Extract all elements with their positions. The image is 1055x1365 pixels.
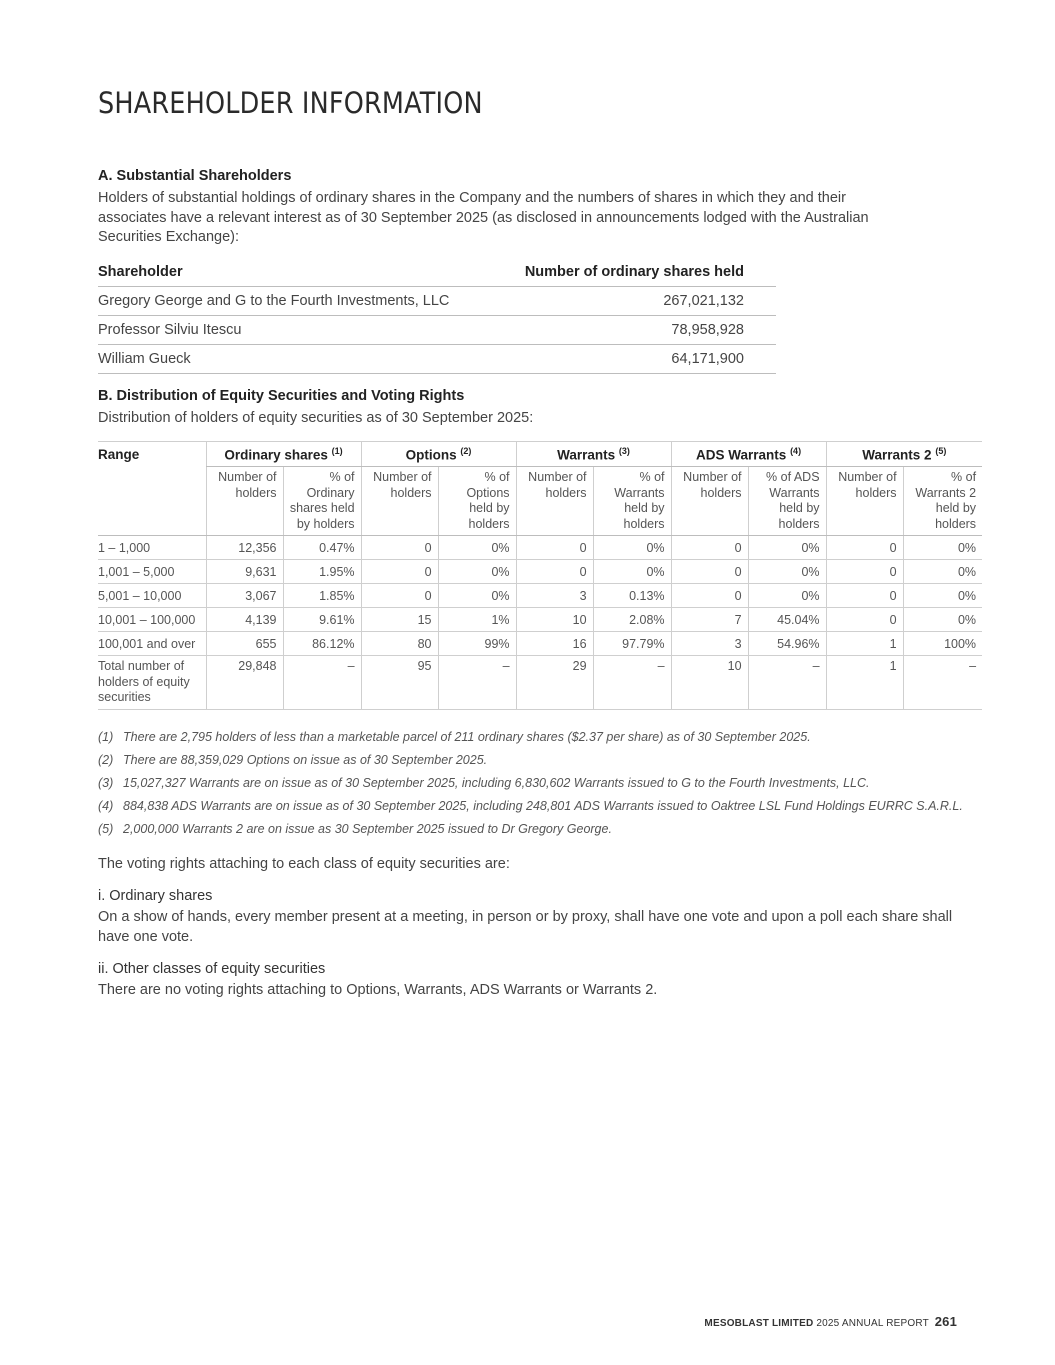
holders-percent-cell: 9.61% [283, 608, 361, 632]
holders-count-cell: 0 [826, 560, 903, 584]
holders-percent-cell: 45.04% [748, 608, 826, 632]
section-a-heading: A. Substantial Shareholders [98, 168, 292, 184]
holders-count-cell: 0 [671, 560, 748, 584]
col-shareholder-header: Shareholder [98, 258, 493, 287]
holders-percent-cell: 86.12% [283, 632, 361, 656]
footnote: (4) 884,838 ADS Warrants are on issue as of 30 September 2025, including 248,801 ADS Warrants issued to Oaktree LSL Fund Holdings EURRC S.A.R.L. [98, 798, 963, 813]
holders-percent-cell: 0% [903, 560, 982, 584]
holders-count-cell: 0 [671, 536, 748, 560]
shareholder-name: William Gueck [98, 344, 493, 373]
holders-percent-cell: – [283, 656, 361, 710]
group-warrants: Warrants $^{(3)}$ [516, 441, 671, 467]
shareholder-name: Gregory George and G to the Fourth Investments, LLC [98, 286, 493, 315]
holders-percent-cell: 0.47% [283, 536, 361, 560]
footer-company: MESOBLAST LIMITED [704, 1318, 814, 1329]
voting-rights [98, 855, 982, 1001]
footnotes [98, 728, 982, 839]
range-label: 10,001 – 100,000 [98, 608, 206, 632]
holders-percent-cell: 1% [438, 608, 516, 632]
holders-count-cell: 29,848 [206, 656, 283, 710]
holders-count-cell: 16 [516, 632, 593, 656]
holders-count-cell: 1 [826, 632, 903, 656]
holders-percent-cell: 0% [593, 536, 671, 560]
table-row [98, 536, 982, 560]
footnote: (2) There are 88,359,029 Options on issue as of 30 September 2025. [98, 752, 488, 767]
footer-report: 2025 ANNUAL REPORT [816, 1318, 929, 1329]
holders-count-cell: 1 [826, 656, 903, 710]
footnote: (5) 2,000,000 Warrants 2 are on issue as 30 September 2025 issued to Dr Gregory George. [98, 821, 612, 836]
holders-percent-cell: 2.08% [593, 608, 671, 632]
holders-count-cell: 95 [361, 656, 438, 710]
table-row [98, 344, 776, 373]
holders-percent-cell: 0.13% [593, 584, 671, 608]
group-ordinary-shares: Ordinary shares $^{(1)}$ [206, 441, 361, 467]
range-label: 5,001 – 10,000 [98, 584, 206, 608]
holders-percent-cell: 0% [903, 536, 982, 560]
section-distribution [98, 388, 982, 1001]
table-row [98, 608, 982, 632]
holders-percent-cell: – [903, 656, 982, 710]
holders-percent-cell: 0% [903, 608, 982, 632]
holders-percent-cell: 1.85% [283, 584, 361, 608]
holders-count-cell: 0 [671, 584, 748, 608]
holders-percent-cell: 0% [438, 560, 516, 584]
holders-percent-cell: 54.96% [748, 632, 826, 656]
ordinary-shares-text: On a show of hands, every member present at a meeting, in person or by proxy, shall have one vote and upon a poll each share shall have one vote. [98, 909, 953, 945]
group-ads-warrants: ADS Warrants $^{(4)}$ [671, 441, 826, 467]
range-label: 100,001 and over [98, 632, 206, 656]
holders-percent-cell: 0% [748, 560, 826, 584]
sub-header-holders: Number of holders [361, 467, 438, 536]
group-options: Options $^{(2)}$ [361, 441, 516, 467]
holders-count-cell: 7 [671, 608, 748, 632]
page-title: SHAREHOLDER INFORMATION [98, 86, 483, 120]
holders-percent-cell: 0% [593, 560, 671, 584]
holders-percent-cell: 97.79% [593, 632, 671, 656]
holders-percent-cell: – [748, 656, 826, 710]
holders-percent-cell: 99% [438, 632, 516, 656]
holders-count-cell: 0 [826, 536, 903, 560]
voting-intro: The voting rights attaching to each class of equity securities are: [98, 855, 510, 872]
section-a-intro: Holders of substantial holdings of ordinary shares in the Company and the numbers of shares in which they and their associates have a relevant interest as of 30 September 2025 (as disclosed in announcements lodged with the Australian Securities Exchange): [98, 190, 869, 245]
footnote: (3) 15,027,327 Warrants are on issue as of 30 September 2025, including 6,830,602 Warrants issued to G to the Fourth Investments, LLC. [98, 775, 870, 790]
ordinary-shares-heading: i. Ordinary shares [98, 888, 213, 904]
holders-count-cell: 10 [516, 608, 593, 632]
holders-count-cell: 10 [671, 656, 748, 710]
shareholder-name: Professor Silviu Itescu [98, 315, 493, 344]
table-row [98, 656, 982, 710]
page-footer [704, 1314, 957, 1329]
holders-count-cell: 15 [361, 608, 438, 632]
holders-count-cell: 80 [361, 632, 438, 656]
sub-header-percent: % of Ordinary shares held by holders [283, 467, 361, 536]
substantial-holders-table [98, 258, 776, 374]
holders-count-cell: 3,067 [206, 584, 283, 608]
holders-percent-cell: – [438, 656, 516, 710]
table-row [98, 632, 982, 656]
holders-count-cell: 12,356 [206, 536, 283, 560]
table-row [98, 315, 776, 344]
col-shares-header: Number of ordinary shares held [493, 258, 776, 287]
page-number: 261 [934, 1314, 957, 1329]
range-label: 1 – 1,000 [98, 536, 206, 560]
holders-count-cell: 0 [361, 536, 438, 560]
shares-held: 64,171,900 [493, 344, 776, 373]
sub-header-percent: % of ADS Warrants held by holders [748, 467, 826, 536]
holders-count-cell: 3 [671, 632, 748, 656]
footnote: (1) There are 2,795 holders of less than a marketable parcel of 211 ordinary shares ($2.37 per share) as of 30 September 2025. [98, 729, 811, 744]
group-warrants-2: Warrants 2 $^{(5)}$ [826, 441, 982, 467]
sub-header-holders: Number of holders [671, 467, 748, 536]
table-row [98, 584, 982, 608]
col-range-header: Range [98, 441, 206, 467]
holders-percent-cell: 0% [903, 584, 982, 608]
sub-header-percent: % of Warrants 2 held by holders [903, 467, 982, 536]
other-classes-heading: ii. Other classes of equity securities [98, 961, 326, 977]
sub-header-percent: % of Options held by holders [438, 467, 516, 536]
holders-count-cell: 3 [516, 584, 593, 608]
holders-percent-cell: 100% [903, 632, 982, 656]
sub-header-holders: Number of holders [516, 467, 593, 536]
section-b-intro: Distribution of holders of equity securities as of 30 September 2025: [98, 410, 534, 426]
holders-count-cell: 0 [361, 560, 438, 584]
holders-percent-cell: 0% [438, 584, 516, 608]
shares-held: 78,958,928 [493, 315, 776, 344]
holders-percent-cell: 1.95% [283, 560, 361, 584]
range-label: 1,001 – 5,000 [98, 560, 206, 584]
other-classes-text: There are no voting rights attaching to Options, Warrants, ADS Warrants or Warrants 2. [98, 982, 658, 998]
holders-count-cell: 4,139 [206, 608, 283, 632]
sub-header-percent: % of Warrants held by holders [593, 467, 671, 536]
section-b-heading: B. Distribution of Equity Securities and Voting Rights [98, 388, 465, 404]
holders-percent-cell: 0% [438, 536, 516, 560]
shares-held: 267,021,132 [493, 286, 776, 315]
holders-count-cell: 0 [826, 584, 903, 608]
sub-header-holders: Number of holders [826, 467, 903, 536]
holders-count-cell: 0 [826, 608, 903, 632]
table-row [98, 286, 776, 315]
holders-percent-cell: 0% [748, 584, 826, 608]
range-label: Total number of holders of equity securities [98, 656, 206, 710]
holders-percent-cell: 0% [748, 536, 826, 560]
section-substantial-shareholders [98, 168, 982, 374]
holders-count-cell: 0 [516, 536, 593, 560]
distribution-table [98, 441, 982, 710]
holders-count-cell: 0 [361, 584, 438, 608]
holders-count-cell: 655 [206, 632, 283, 656]
holders-count-cell: 0 [516, 560, 593, 584]
sub-header-holders: Number of holders [206, 467, 283, 536]
holders-percent-cell: – [593, 656, 671, 710]
range-subheader-blank [98, 467, 206, 536]
holders-count-cell: 29 [516, 656, 593, 710]
holders-count-cell: 9,631 [206, 560, 283, 584]
table-row [98, 560, 982, 584]
